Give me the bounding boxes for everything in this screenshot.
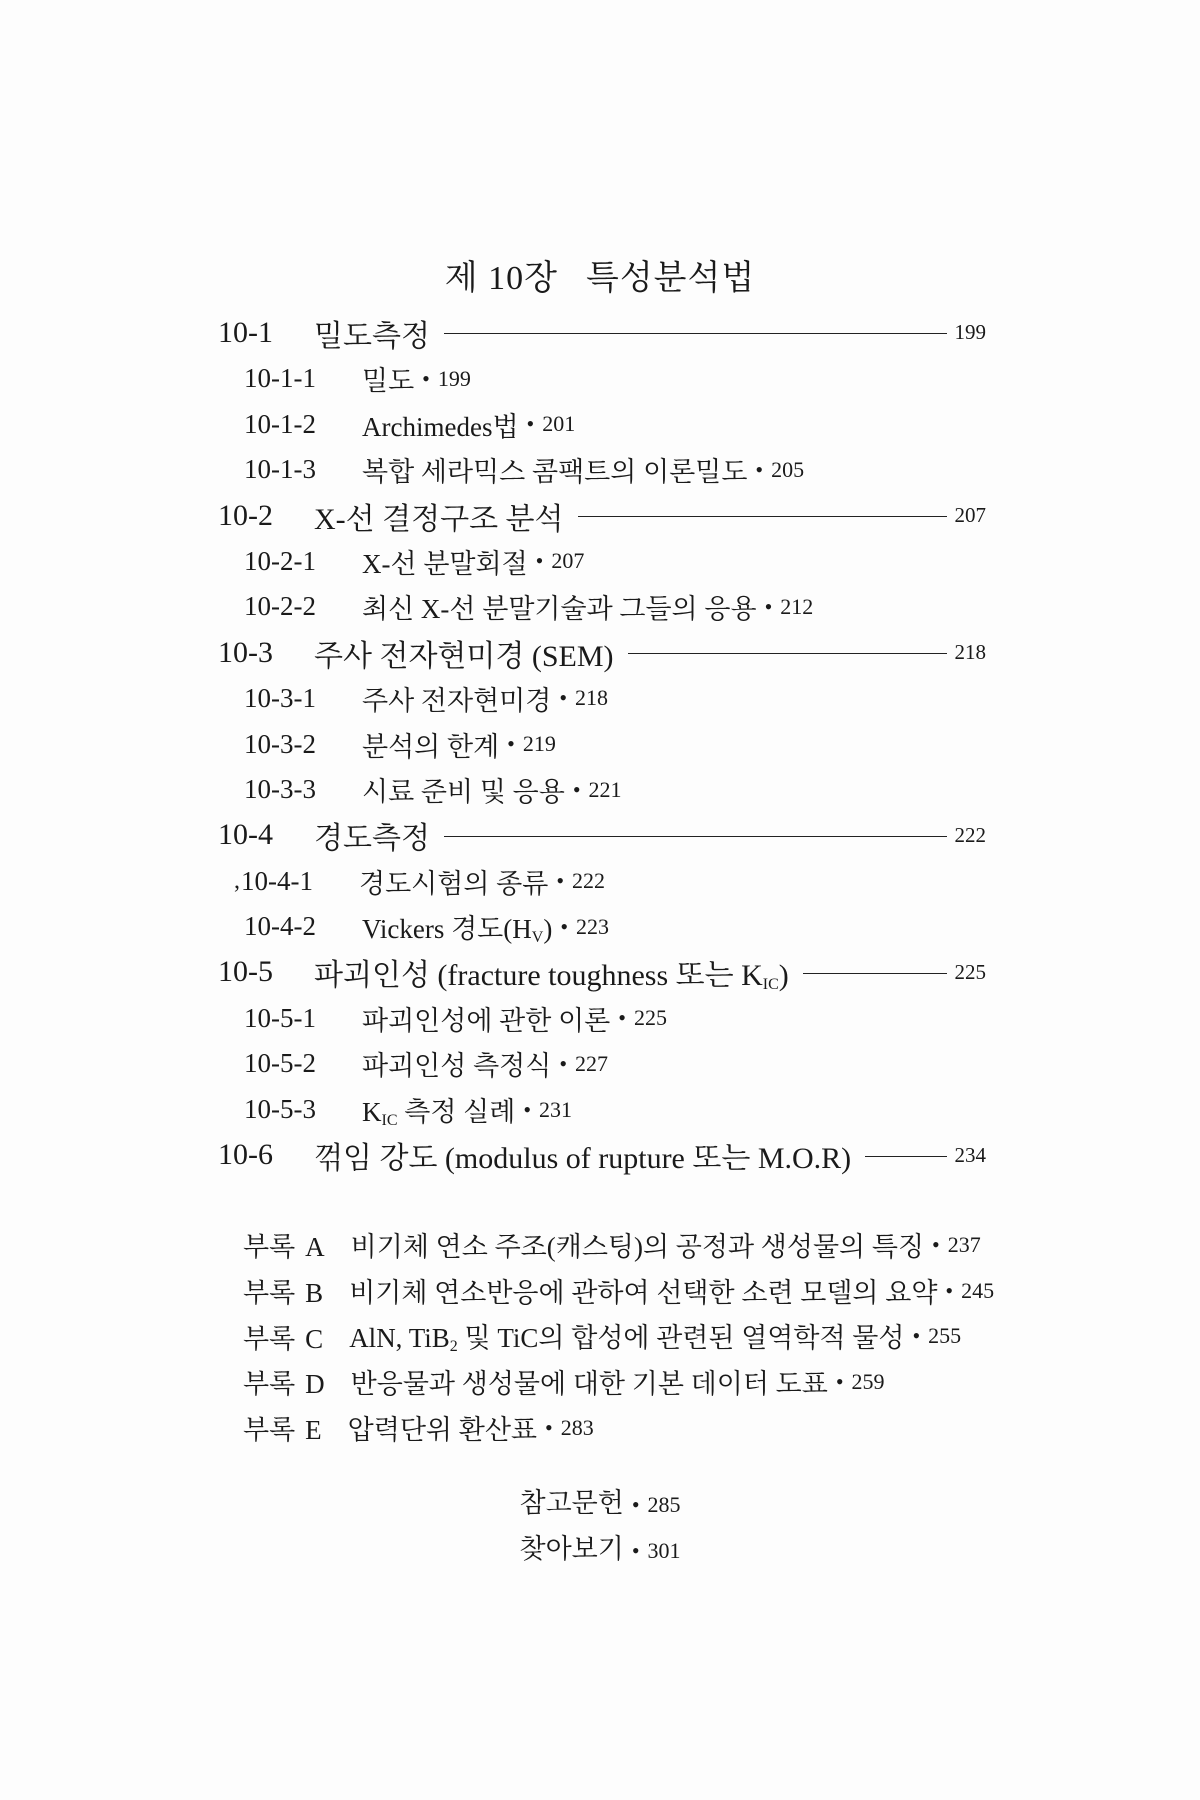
subsection-title: 시료 준비 및 응용: [362, 777, 565, 808]
toc-subsection-10-1-1[interactable]: [218, 356, 986, 402]
bullet-separator: •: [764, 593, 773, 619]
subsection-number: 10-5-2: [244, 1048, 316, 1079]
dotted-leader: [444, 333, 947, 334]
toc-subsection-10-1-3[interactable]: [218, 447, 986, 493]
bullet-separator: •: [559, 685, 568, 711]
appendix-page: 255: [928, 1323, 962, 1349]
toc-subsection-10-4-2[interactable]: [218, 904, 986, 950]
back-matter-title: 찾아보기: [519, 1534, 624, 1564]
appendix-title: 압력단위 환산표: [347, 1415, 537, 1446]
subsection-title-main: K: [362, 1096, 382, 1127]
toc-section-10-5[interactable]: [218, 950, 986, 996]
subscript: IC: [381, 1111, 398, 1129]
section-page: 225: [954, 959, 986, 984]
back-matter-page: 301: [647, 1538, 681, 1563]
subsection-title: [362, 907, 552, 947]
subsection-title: Archimedes법: [362, 411, 519, 442]
appendix-title: 반응물과 생성물에 대한 기본 데이터 도표: [350, 1369, 828, 1400]
subsection-page: 201: [542, 411, 576, 437]
section-title-end: ): [778, 959, 789, 993]
appendix-item-d[interactable]: [243, 1359, 983, 1405]
section-page: 218: [954, 640, 986, 665]
dotted-leader: [803, 973, 947, 974]
section-number: 10-6: [218, 1138, 273, 1172]
appendix-label: [243, 1408, 322, 1447]
toc-subsection-10-4-1[interactable]: [218, 858, 986, 904]
subsection-number: 10-1-1: [244, 363, 316, 394]
appendix-title: [349, 1316, 904, 1356]
bullet-separator: •: [631, 1538, 640, 1563]
subsection-page: 212: [780, 593, 814, 619]
subsection-title: 분석의 한계: [362, 731, 500, 762]
section-number: 10-2: [218, 498, 273, 532]
section-number: 10-3: [218, 635, 273, 669]
appendix-letter: C: [305, 1323, 324, 1354]
bullet-separator: •: [523, 1096, 532, 1122]
subsection-number: 10-4-1: [241, 865, 313, 896]
subsection-number: 10-4-2: [244, 911, 316, 942]
bullet-separator: •: [507, 731, 515, 757]
toc-section-10-2[interactable]: [218, 493, 986, 539]
bullet-separator: •: [835, 1368, 844, 1394]
subsection-title: [362, 1090, 515, 1130]
appendix-word: 부록: [243, 1415, 296, 1446]
chapter-title: 특성분석법: [585, 260, 756, 297]
subsection-page: 225: [633, 1005, 667, 1031]
appendix-item-c[interactable]: [243, 1313, 983, 1359]
subsection-page: 205: [771, 456, 805, 482]
section-title: 주사 전자현미경 (SEM): [314, 639, 614, 673]
subsection-number: 10-2-2: [244, 591, 316, 622]
section-page: 199: [954, 320, 986, 345]
appendix-item-a[interactable]: [243, 1222, 983, 1268]
appendix-title-main: AlN, TiB: [349, 1323, 450, 1354]
bullet-separator: •: [545, 1414, 553, 1440]
subsection-title: 경도시험의 종류: [359, 868, 549, 899]
subsection-number: 10-3-1: [244, 682, 316, 713]
index-entry[interactable]: [0, 1526, 1200, 1572]
appendix-title: 비기체 연소 주조(캐스팅)의 공정과 생성물의 특징: [350, 1232, 925, 1263]
bullet-separator: •: [945, 1277, 954, 1303]
dotted-leader: [628, 653, 947, 654]
subscript: V: [531, 928, 544, 946]
subsection-page: 222: [572, 868, 606, 894]
subsection-page: 219: [522, 731, 556, 757]
toc-subsection-10-1-2[interactable]: [218, 401, 986, 447]
bullet-separator: •: [572, 776, 581, 802]
section-number: 10-1: [218, 315, 273, 349]
subsection-title: 최신 X-선 분말기술과 그들의 응용: [362, 594, 757, 625]
subsection-title: 파괴인성에 관한 이론: [362, 1005, 611, 1036]
subsection-title: 파괴인성 측정식: [362, 1051, 552, 1082]
appendix-label: [243, 1225, 325, 1264]
bullet-separator: •: [631, 1492, 640, 1517]
toc-subsection-10-3-1[interactable]: [218, 676, 986, 722]
subsection-page: 218: [575, 685, 609, 711]
appendix-letter: B: [305, 1278, 324, 1309]
section-number: 10-5: [218, 955, 273, 989]
back-matter-page: 285: [647, 1492, 681, 1517]
dotted-leader: [444, 836, 947, 837]
section-title: X-선 결정구조 분석: [314, 502, 564, 536]
bullet-separator: •: [422, 365, 430, 391]
subsection-number: 10-5-3: [244, 1094, 316, 1125]
bullet-separator: •: [618, 1005, 626, 1031]
toc-subsection-10-3-2[interactable]: [218, 721, 986, 767]
subsection-number: 10-5-1: [244, 1002, 316, 1033]
dotted-leader: [865, 1156, 946, 1157]
section-title: [314, 950, 789, 994]
toc-subsection-10-5-3[interactable]: [218, 1087, 986, 1133]
subsection-title-main: Vickers 경도(H: [362, 913, 532, 944]
subsection-title: 밀도: [362, 366, 415, 397]
bullet-separator: •: [755, 456, 764, 482]
subsection-number: 10-1-2: [244, 408, 316, 439]
appendix-page: 283: [560, 1414, 594, 1440]
appendix-word: 부록: [243, 1278, 296, 1309]
subsection-page: 231: [539, 1096, 573, 1122]
bullet-separator: •: [556, 868, 565, 894]
toc-subsection-10-3-3[interactable]: [218, 767, 986, 813]
subsection-number: 10-3-3: [244, 774, 316, 805]
table-of-contents: [218, 310, 986, 1178]
bullet-separator: •: [526, 411, 535, 437]
appendix-page: 259: [851, 1368, 885, 1394]
subsection-page: 227: [575, 1050, 609, 1076]
appendix-label: [243, 1362, 325, 1401]
back-matter: [0, 1480, 1200, 1572]
section-page: 207: [954, 503, 986, 528]
toc-subsection-10-5-2[interactable]: [218, 1041, 986, 1087]
appendix-page: 245: [961, 1277, 995, 1303]
dotted-leader: [578, 516, 947, 517]
toc-subsection-10-2-1[interactable]: [218, 538, 986, 584]
appendix-page: 237: [947, 1231, 981, 1257]
subsection-page: 221: [588, 776, 622, 802]
appendix-item-e[interactable]: [243, 1405, 983, 1451]
appendix-word: 부록: [243, 1323, 296, 1354]
section-page: 222: [954, 822, 986, 847]
toc-subsection-10-5-1[interactable]: [218, 995, 986, 1041]
bullet-separator: •: [932, 1231, 940, 1257]
toc-section-10-6[interactable]: [218, 1132, 986, 1178]
references-entry[interactable]: [0, 1480, 1200, 1526]
subsection-number: 10-2-1: [244, 545, 316, 576]
subscript: IC: [762, 976, 779, 994]
appendix-list: [243, 1222, 995, 1450]
appendix-label: [243, 1317, 323, 1356]
bullet-separator: •: [560, 913, 569, 939]
appendix-letter: D: [305, 1369, 325, 1400]
bullet-separator: •: [912, 1323, 921, 1349]
appendix-title-end: 및 TiC의 합성에 관련된 열역학적 물성: [457, 1323, 905, 1354]
chapter-heading: [0, 250, 1200, 299]
appendix-label: [243, 1271, 323, 1310]
bullet-separator: •: [559, 1050, 568, 1076]
appendix-letter: E: [305, 1415, 322, 1446]
subsection-number: 10-1-3: [244, 454, 316, 485]
appendix-title: 비기체 연소반응에 관하여 선택한 소련 모델의 요약: [349, 1278, 938, 1309]
section-title-main: 파괴인성 (fracture toughness 또는 K: [314, 959, 763, 993]
subsection-title-end: 측정 실례: [397, 1096, 516, 1127]
subsection-page: 199: [437, 365, 471, 391]
section-title: 경도측정: [314, 822, 430, 856]
section-title: 밀도측정: [314, 319, 430, 353]
toc-section-10-3[interactable]: [218, 630, 986, 676]
back-matter-title: 참고문헌: [519, 1488, 624, 1518]
section-page: 234: [954, 1142, 986, 1167]
subsection-page: 207: [551, 548, 585, 574]
toc-section-10-4[interactable]: [218, 813, 986, 859]
bullet-separator: •: [535, 548, 544, 574]
section-number: 10-4: [218, 818, 273, 852]
subsection-number: 10-3-2: [244, 728, 316, 759]
toc-section-10-1[interactable]: [218, 310, 986, 356]
subsection-title: 복합 세라믹스 콤팩트의 이론밀도: [362, 457, 748, 488]
subsection-title: 주사 전자현미경: [362, 685, 552, 716]
toc-subsection-10-2-2[interactable]: [218, 584, 986, 630]
subsection-title: X-선 분말회절: [362, 548, 528, 579]
subsection-title-end: ): [543, 913, 553, 944]
stray-comma-mark: ,: [234, 867, 240, 894]
appendix-item-b[interactable]: [243, 1268, 995, 1314]
appendix-word: 부록: [243, 1232, 296, 1263]
section-title: 꺾임 강도 (modulus of rupture 또는 M.O.R): [314, 1142, 852, 1176]
appendix-word: 부록: [243, 1369, 296, 1400]
subsection-page: 223: [576, 913, 610, 939]
chapter-label: 제 10장: [444, 260, 558, 297]
appendix-letter: A: [305, 1232, 325, 1263]
subscript: 2: [449, 1338, 458, 1356]
